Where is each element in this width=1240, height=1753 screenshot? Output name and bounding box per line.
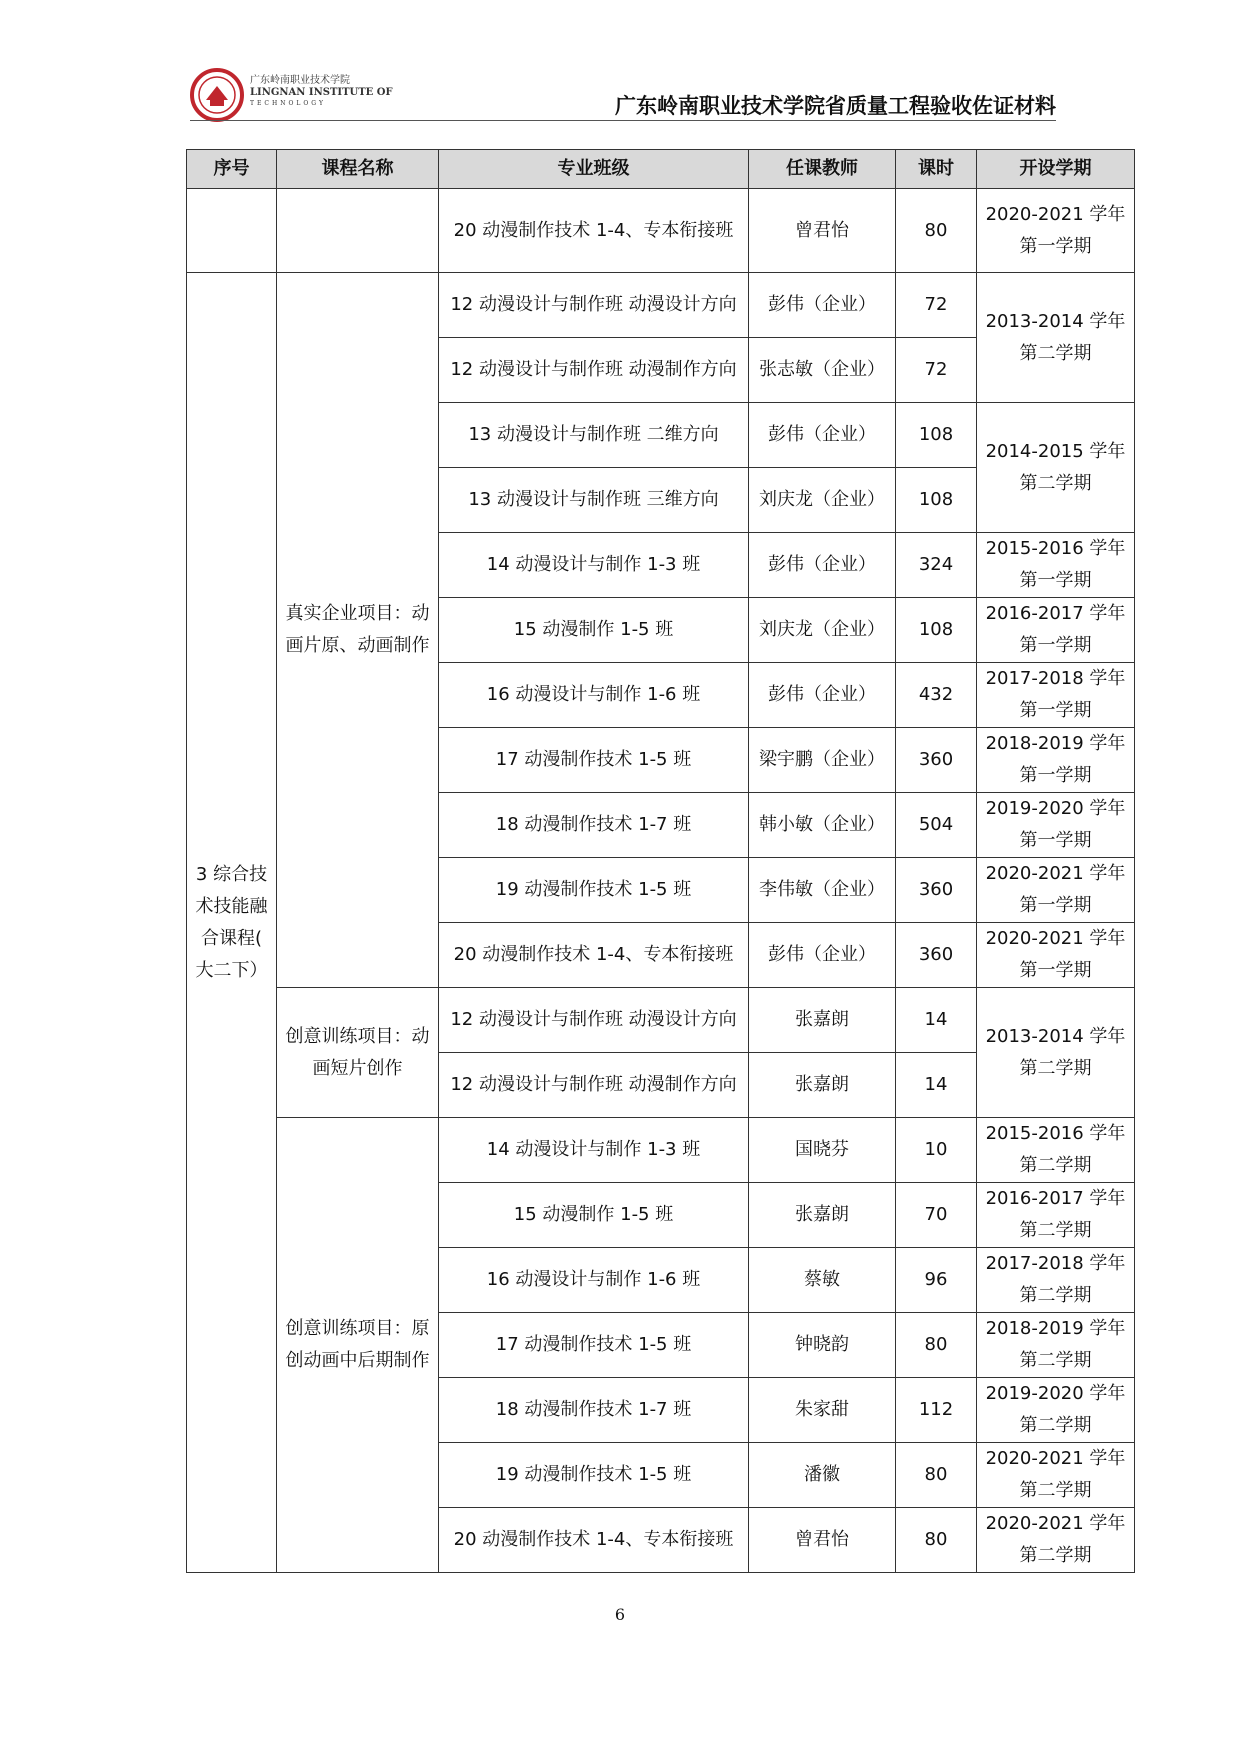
- hours-cell: 72: [896, 338, 977, 403]
- teacher-cell: 彭伟（企业）: [749, 663, 896, 728]
- teacher-cell: 张嘉朗: [749, 988, 896, 1053]
- term-cell: 2013-2014 学年第二学期: [977, 988, 1135, 1118]
- teacher-cell: 李伟敏（企业）: [749, 858, 896, 923]
- term-cell: 2017-2018 学年第一学期: [977, 663, 1135, 728]
- hours-cell: 10: [896, 1118, 977, 1183]
- course-cell-empty: [277, 189, 439, 273]
- page-number: 6: [614, 1605, 626, 1624]
- class-cell: 15 动漫制作 1-5 班: [439, 598, 749, 663]
- hours-cell: 70: [896, 1183, 977, 1248]
- table-row: [187, 189, 1135, 273]
- term-cell: 2013-2014 学年第二学期: [977, 273, 1135, 403]
- header-divider: [190, 120, 1056, 121]
- teacher-cell: 彭伟（企业）: [749, 273, 896, 338]
- hours-cell: 360: [896, 858, 977, 923]
- teacher-cell: 钟晓韵: [749, 1313, 896, 1378]
- class-cell: 20 动漫制作技术 1-4、专本衔接班: [439, 1508, 749, 1573]
- course-cell-a: 真实企业项目：动画片原、动画制作: [277, 273, 439, 988]
- teacher-cell: 张嘉朗: [749, 1053, 896, 1118]
- teacher-cell: 彭伟（企业）: [749, 403, 896, 468]
- class-cell: 15 动漫制作 1-5 班: [439, 1183, 749, 1248]
- class-cell: 13 动漫设计与制作班 三维方向: [439, 468, 749, 533]
- teacher-cell: 曾君怡: [749, 189, 896, 273]
- teacher-cell: 韩小敏（企业）: [749, 793, 896, 858]
- hours-cell: 14: [896, 1053, 977, 1118]
- term-cell: 2016-2017 学年第二学期: [977, 1183, 1135, 1248]
- term-cell: 2015-2016 学年第二学期: [977, 1118, 1135, 1183]
- hours-cell: 80: [896, 1313, 977, 1378]
- logo-english-name-2: TECHNOLOGY: [250, 100, 326, 107]
- page-header: [190, 64, 1056, 122]
- hours-cell: 360: [896, 728, 977, 793]
- teacher-cell: 彭伟（企业）: [749, 533, 896, 598]
- term-cell: 2019-2020 学年第一学期: [977, 793, 1135, 858]
- class-cell: 13 动漫设计与制作班 二维方向: [439, 403, 749, 468]
- class-cell: 14 动漫设计与制作 1-3 班: [439, 1118, 749, 1183]
- class-cell: 19 动漫制作技术 1-5 班: [439, 1443, 749, 1508]
- hours-cell: 324: [896, 533, 977, 598]
- teacher-cell: 梁宇鹏（企业）: [749, 728, 896, 793]
- term-cell: 2018-2019 学年第二学期: [977, 1313, 1135, 1378]
- course-table: [186, 149, 1135, 1573]
- teacher-cell: 张志敏（企业）: [749, 338, 896, 403]
- table-row: [187, 273, 1135, 338]
- class-cell: 12 动漫设计与制作班 动漫制作方向: [439, 338, 749, 403]
- teacher-cell: 朱家甜: [749, 1378, 896, 1443]
- class-cell: 18 动漫制作技术 1-7 班: [439, 1378, 749, 1443]
- hours-cell: 80: [896, 1443, 977, 1508]
- course-cell-b: 创意训练项目：动画短片创作: [277, 988, 439, 1118]
- teacher-cell: 彭伟（企业）: [749, 923, 896, 988]
- term-cell: 2020-2021 学年第二学期: [977, 1508, 1135, 1573]
- term-cell: 2017-2018 学年第二学期: [977, 1248, 1135, 1313]
- hours-cell: 80: [896, 1508, 977, 1573]
- term-cell: 2020-2021 学年第二学期: [977, 1443, 1135, 1508]
- table-header-row: [187, 150, 1135, 189]
- college-logo-icon: [190, 68, 244, 122]
- hours-cell: 432: [896, 663, 977, 728]
- course-cell-c: 创意训练项目：原创动画中后期制作: [277, 1118, 439, 1573]
- header-teacher: 任课教师: [749, 150, 896, 189]
- class-cell: 12 动漫设计与制作班 动漫设计方向: [439, 988, 749, 1053]
- class-cell: 16 动漫设计与制作 1-6 班: [439, 663, 749, 728]
- term-cell: 2016-2017 学年第一学期: [977, 598, 1135, 663]
- hours-cell: 72: [896, 273, 977, 338]
- header-seq: 序号: [187, 150, 277, 189]
- document-title: 广东岭南职业技术学院省质量工程验收佐证材料: [615, 94, 1056, 118]
- teacher-cell: 刘庆龙（企业）: [749, 468, 896, 533]
- logo-chinese-name: 广东岭南职业技术学院: [250, 75, 350, 86]
- term-cell: 2020-2021 学年第一学期: [977, 858, 1135, 923]
- teacher-cell: 张嘉朗: [749, 1183, 896, 1248]
- hours-cell: 504: [896, 793, 977, 858]
- class-cell: 20 动漫制作技术 1-4、专本衔接班: [439, 189, 749, 273]
- header-term: 开设学期: [977, 150, 1135, 189]
- teacher-cell: 潘徽: [749, 1443, 896, 1508]
- term-cell: 2020-2021 学年第一学期: [977, 189, 1135, 273]
- class-cell: 19 动漫制作技术 1-5 班: [439, 858, 749, 923]
- logo-text: [250, 74, 393, 108]
- header-hours: 课时: [896, 150, 977, 189]
- term-cell: 2018-2019 学年第一学期: [977, 728, 1135, 793]
- hours-cell: 14: [896, 988, 977, 1053]
- class-cell: 20 动漫制作技术 1-4、专本衔接班: [439, 923, 749, 988]
- seq-cell-empty: [187, 189, 277, 273]
- teacher-cell: 蔡敏: [749, 1248, 896, 1313]
- logo-english-name: LINGNAN INSTITUTE OF: [250, 87, 393, 98]
- seq-cell: 3 综合技术技能融合课程( 大二下）: [187, 273, 277, 1573]
- table-row: [187, 1118, 1135, 1183]
- class-cell: 12 动漫设计与制作班 动漫制作方向: [439, 1053, 749, 1118]
- term-cell: 2015-2016 学年第一学期: [977, 533, 1135, 598]
- table-row: [187, 988, 1135, 1053]
- class-cell: 14 动漫设计与制作 1-3 班: [439, 533, 749, 598]
- teacher-cell: 国晓芬: [749, 1118, 896, 1183]
- term-cell: 2019-2020 学年第二学期: [977, 1378, 1135, 1443]
- hours-cell: 108: [896, 598, 977, 663]
- hours-cell: 112: [896, 1378, 977, 1443]
- hours-cell: 108: [896, 403, 977, 468]
- class-cell: 12 动漫设计与制作班 动漫设计方向: [439, 273, 749, 338]
- teacher-cell: 刘庆龙（企业）: [749, 598, 896, 663]
- class-cell: 18 动漫制作技术 1-7 班: [439, 793, 749, 858]
- teacher-cell: 曾君怡: [749, 1508, 896, 1573]
- header-course: 课程名称: [277, 150, 439, 189]
- hours-cell: 96: [896, 1248, 977, 1313]
- term-cell: 2014-2015 学年第二学期: [977, 403, 1135, 533]
- class-cell: 17 动漫制作技术 1-5 班: [439, 1313, 749, 1378]
- class-cell: 16 动漫设计与制作 1-6 班: [439, 1248, 749, 1313]
- class-cell: 17 动漫制作技术 1-5 班: [439, 728, 749, 793]
- hours-cell: 360: [896, 923, 977, 988]
- hours-cell: 80: [896, 189, 977, 273]
- header-class: 专业班级: [439, 150, 749, 189]
- hours-cell: 108: [896, 468, 977, 533]
- term-cell: 2020-2021 学年第一学期: [977, 923, 1135, 988]
